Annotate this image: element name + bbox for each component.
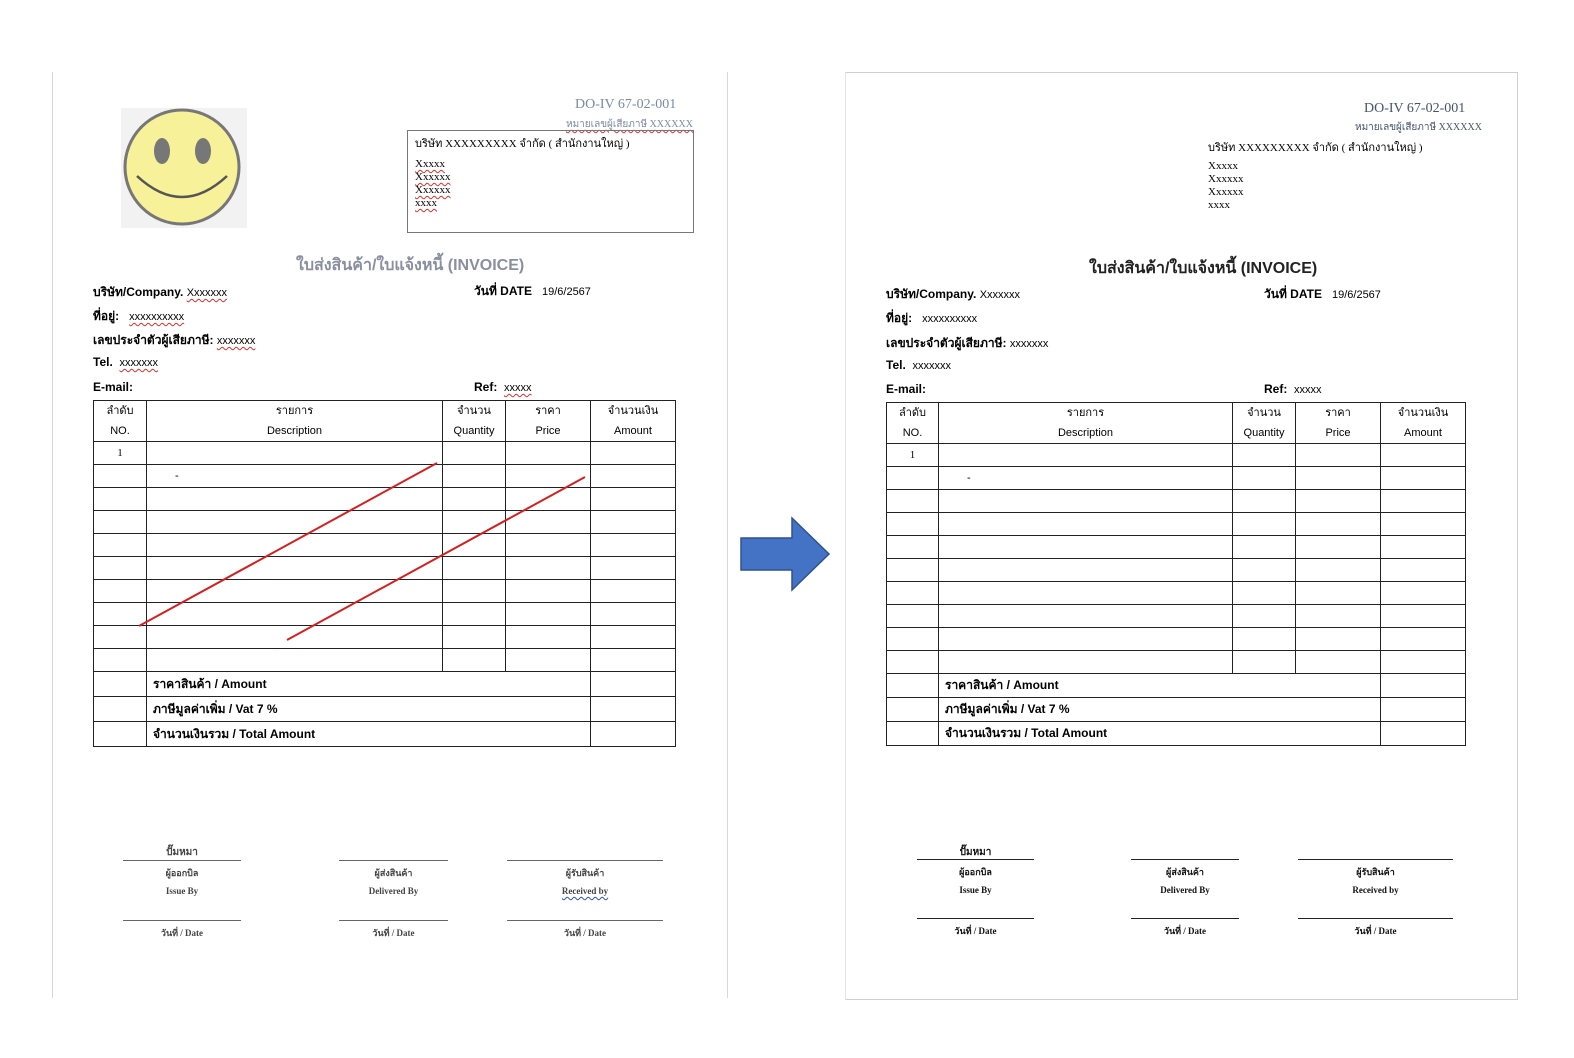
tax-id-text: หมายเลขผู้เสียภาษี XXXXXX [566, 119, 693, 130]
company-line: บริษัท XXXXXXXXX จำกัด ( สำนักงานใหญ่ ) [415, 138, 630, 150]
deliver-date-label: วันที่ / Date [1163, 926, 1207, 936]
tax-id: หมายเลขผู้เสียภาษี XXXXXX [1355, 122, 1482, 133]
col-amount-header: จำนวนเงิน Amount [1381, 403, 1466, 444]
address-label: ที่อยู่: xxxxxxxxxx [93, 309, 185, 323]
invoice-table [886, 402, 1466, 746]
address-line-1: Xxxxx [1208, 160, 1238, 172]
issue-date-label: วันที่ / Date [160, 928, 204, 938]
summary-total-row: จำนวนเงินรวม / Total Amount [887, 722, 1466, 746]
strike-marks [53, 72, 727, 998]
issue-date-label: วันที่ / Date [954, 926, 997, 936]
address-line-4: xxxx [1208, 199, 1230, 211]
issue-en-label: Issue By [959, 885, 992, 895]
taxno-value: xxxxxxx [216, 335, 256, 347]
tel-label: Tel. xxxxxxx [93, 355, 158, 369]
stamp-label: ปั๊มหมา [959, 847, 992, 858]
date-label: วันที่ DATE 19/6/2567 [474, 284, 591, 298]
company-value: Xxxxxxx [979, 289, 1021, 301]
invoice-title: ใบส่งสินค้า/ใบแจ้งหนี้ (INVOICE) [296, 257, 525, 274]
summary-amount-row: ราคาสินค้า / Amount [887, 674, 1466, 698]
table-row [887, 605, 1466, 628]
receive-date-label: วันที่ / Date [1354, 926, 1397, 936]
strike-line-1 [139, 463, 437, 626]
address-line-1: Xxxxx [415, 158, 445, 170]
issue-signature-line [917, 859, 1034, 860]
receive-en-label: Received by [1352, 885, 1399, 895]
receive-signature-line [1298, 859, 1453, 860]
deliver-th-label: ผู้ส่งสินค้า [1166, 867, 1204, 877]
email-label: E-mail: [886, 382, 927, 396]
company-line: บริษัท XXXXXXXXX จำกัด ( สำนักงานใหญ่ ) [1208, 142, 1423, 154]
summary-vat-row: ภาษีมูลค่าเพิ่ม / Vat 7 % [94, 697, 676, 722]
tel-value: xxxxxxx [119, 357, 158, 369]
address-value: xxxxxxxxxx [922, 313, 978, 325]
table-row: 1 [887, 444, 1466, 467]
invoice-title: ใบส่งสินค้า/ใบแจ้งหนี้ (INVOICE) [1089, 260, 1318, 277]
company-label: บริษัท/Company. Xxxxxxx [93, 285, 228, 299]
table-row [887, 490, 1466, 513]
ref-value: xxxxx [1294, 384, 1322, 396]
stamp-label: ปั๊มหมา [166, 847, 198, 858]
issue-th-label: ผู้ออกบิล [165, 868, 199, 878]
date-value: 19/6/2567 [541, 286, 591, 298]
receive-date-line [1298, 918, 1453, 919]
table-row [887, 536, 1466, 559]
issue-th-label: ผู้ออกบิล [959, 867, 992, 877]
address-line-3: Xxxxxx [415, 184, 451, 196]
table-row [887, 651, 1466, 674]
ref-value: xxxxx [504, 382, 532, 394]
table-row [887, 582, 1466, 605]
table-row: - [94, 465, 676, 488]
taxno-label: เลขประจำตัวผู้เสียภาษี: xxxxxxx [93, 333, 256, 347]
summary-vat-row: ภาษีมูลค่าเพิ่ม / Vat 7 % [887, 698, 1466, 722]
date-value: 19/6/2567 [1331, 289, 1381, 301]
email-label: E-mail: [93, 380, 134, 394]
company-value: Xxxxxxx [186, 287, 228, 299]
table-row [887, 628, 1466, 651]
issue-date-line [917, 918, 1034, 919]
taxno-label: เลขประจำตัวผู้เสียภาษี: xxxxxxx [886, 336, 1049, 350]
receive-th-label: ผู้รับสินค้า [1356, 867, 1395, 877]
table-header-row [887, 403, 1466, 444]
right-arrow-icon [740, 516, 832, 592]
address-line-2: Xxxxxx [1208, 173, 1244, 185]
col-price-header: ราคา Price [506, 401, 591, 442]
col-desc-header: รายการ Description [939, 403, 1233, 444]
deliver-date-label: วันที่ / Date [372, 928, 415, 938]
address-label: ที่อยู่: xxxxxxxxxx [886, 311, 978, 325]
table-row [887, 513, 1466, 536]
address-line-3: Xxxxxx [1208, 186, 1244, 198]
receive-date-label: วันที่ / Date [563, 928, 607, 938]
col-price-header: ราคา Price [1296, 403, 1381, 444]
issue-en-label: Issue By [165, 886, 199, 896]
address-line-4: xxxx [415, 197, 437, 209]
tel-label: Tel. xxxxxxx [886, 358, 951, 372]
table-row: - [887, 467, 1466, 490]
col-desc-header: รายการ Description [147, 401, 443, 442]
document-number: DO-IV 67-02-001 [575, 97, 677, 112]
deliver-date-line [1131, 918, 1239, 919]
col-qty-header: จำนวน Quantity [1233, 403, 1296, 444]
col-no-header: ลำดับ NO. [94, 401, 147, 442]
strike-line-2 [287, 477, 585, 640]
company-label: บริษัท/Company. Xxxxxxx [886, 287, 1021, 301]
ref-label: Ref: xxxxx [474, 380, 532, 394]
deliver-en-label: Delivered By [1160, 885, 1210, 895]
col-no-header: ลำดับ NO. [887, 403, 939, 444]
ref-label: Ref: xxxxx [1264, 382, 1322, 396]
deliver-signature-line [1131, 859, 1239, 860]
cleaned-document-page [845, 72, 1518, 1000]
col-amount-header: จำนวนเงิน Amount [591, 401, 676, 442]
receive-en-label: Received by [561, 886, 609, 896]
address-value: xxxxxxxxxx [129, 311, 185, 323]
address-line-2: Xxxxxx [415, 171, 451, 183]
summary-total-row: จำนวนเงินรวม / Total Amount [94, 722, 676, 747]
taxno-value: xxxxxxx [1009, 338, 1049, 350]
document-number: DO-IV 67-02-001 [1364, 101, 1466, 116]
table-row [887, 559, 1466, 582]
col-qty-header: จำนวน Quantity [443, 401, 506, 442]
summary-amount-row: ราคาสินค้า / Amount [94, 672, 676, 697]
original-document-page [52, 72, 728, 998]
deliver-th-label: ผู้ส่งสินค้า [374, 868, 413, 878]
tel-value: xxxxxxx [912, 360, 951, 372]
date-label: วันที่ DATE 19/6/2567 [1264, 287, 1381, 301]
deliver-en-label: Delivered By [368, 886, 419, 896]
table-row: 1 [94, 442, 676, 465]
receive-th-label: ผู้รับสินค้า [565, 868, 605, 878]
